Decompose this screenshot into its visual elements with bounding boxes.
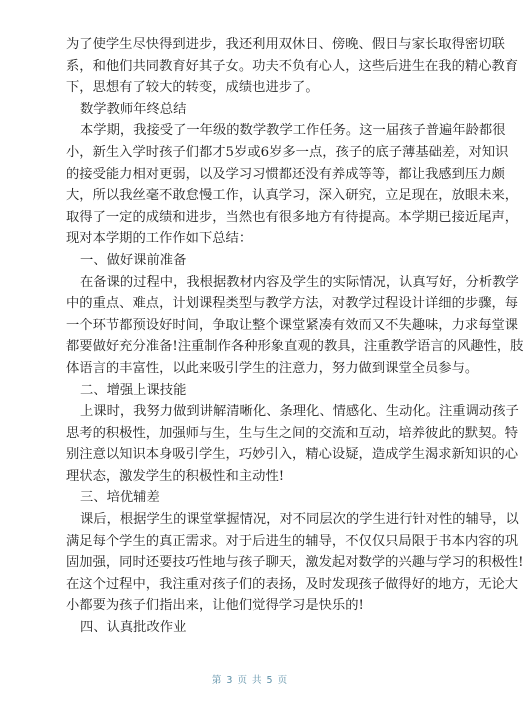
text-line: 上课时，我努力做到讲解清晰化、条理化、情感化、生动化。注重调动孩子 [80,404,519,420]
page-number-footer: 第 3 页 共 5 页 [211,675,289,686]
text-line: 大，所以我丝毫不敢怠慢工作，认真学习，深入研究，立足现在，放眼未来， [66,188,519,204]
text-line: 下，思想有了较大的转变，成绩也进步了。 [66,80,319,96]
text-line: 体语言的丰富性，以此来吸引学生的注意力，努力做到课堂全员参与。 [66,360,479,376]
text-line: 一、做好课前准备 [80,252,187,268]
body-text [66,34,523,639]
text-line: 现对本学期的工作作如下总结： [66,231,253,247]
text-line: 都要做好充分准备!注重制作各种形象直观的教具，注重教学语言的风趣性，肢 [66,339,523,355]
text-line: 在备课的过程中，我根据教材内容及学生的实际情况，认真写好，分析教学 [80,274,519,290]
text-line: 三、培优辅差 [80,490,160,506]
text-line: 系，和他们共同教育好其子女。功夫不负有心人，这些后进生在我的精心教育 [66,58,519,74]
text-line: 思考的积极性，加强师与生，生与生之间的交流和互动，培养彼此的默契。特 [66,425,519,441]
text-line: 在这个过程中，我注重对孩子们的表扬，及时发现孩子做得好的地方，无论大 [66,576,519,592]
text-line: 中的重点、难点，计划课程类型与教学方法，对教学过程设计详细的步骤，每 [66,296,519,312]
text-line: 小都要为孩子们指出来，让他们觉得学习是快乐的! [66,598,364,614]
text-line: 的接受能力相对更弱，以及学习习惯都还没有养成等等，都让我感到压力颇 [66,166,505,182]
text-line: 四、认真批改作业 [80,620,187,636]
text-line: 小，新生入学时孩子们都才5岁或6岁多一点，孩子的底子薄基础差，对知识 [66,144,509,160]
text-line: 二、增强上课技能 [80,382,187,398]
text-line: 数学教师年终总结 [80,101,187,117]
text-line: 别注意以知识本身吸引学生，巧妙引入，精心设疑，造成学生渴求新知识的心 [66,447,519,463]
text-line: 为了使学生尽快得到进步，我还利用双休日、傍晚、假日与家长取得密切联 [66,37,505,52]
text-line: 一个环节都预设好时间，争取让整个课堂紧凑有效而又不失趣味，力求每堂课 [66,317,519,333]
text-line: 理状态，激发学生的积极性和主动性! [66,468,285,484]
text-line: 满足每个学生的真正需求。对于后进生的辅导，不仅仅只局限于书本内容的巩 [66,533,519,549]
text-line: 取得了一定的成绩和进步，当然也有很多地方有待提高。本学期已接近尾声， [66,209,519,225]
text-line: 课后，根据学生的课堂掌握情况，对不同层次的学生进行针对性的辅导，以 [80,512,519,528]
text-line: 本学期，我接受了一年级的数学教学工作任务。这一届孩子普遍年龄都很 [80,123,506,139]
text-line: 固加强，同时还要技巧性地与孩子聊天，激发起对数学的兴趣与学习的积极性! [66,555,523,571]
